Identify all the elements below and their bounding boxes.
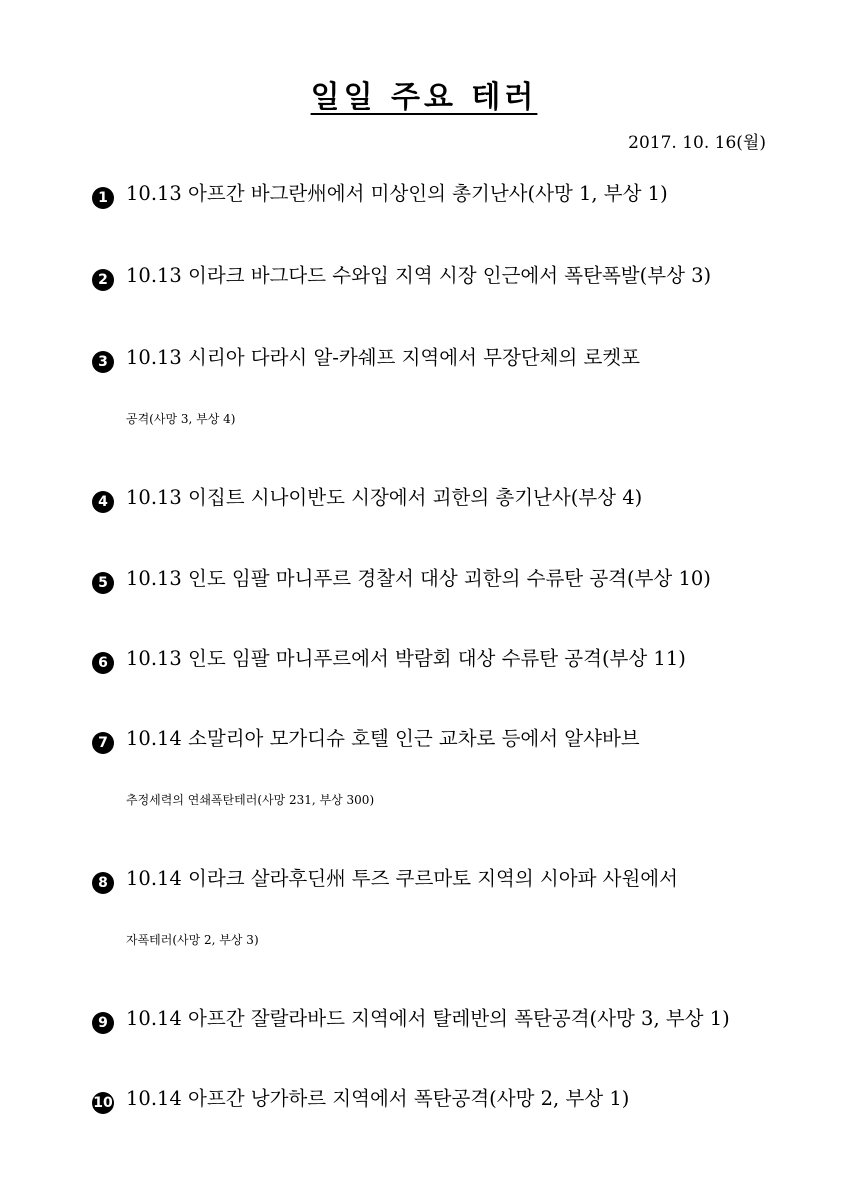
item-text: 10.13 시리아 다라시 알-카쉐프 지역에서 무장단체의 로켓포 (126, 346, 641, 369)
item-text: 10.13 이집트 시나이반도 시장에서 괴한의 총기난사(부상 4) (126, 486, 643, 509)
item-text: 10.13 아프간 바그란州에서 미상인의 총기난사(사망 1, 부상 1) (126, 182, 668, 205)
item-number-badge: 4 (92, 491, 114, 513)
item-text: 10.13 이라크 바그다드 수와입 지역 시장 인근에서 폭탄폭발(부상 3) (126, 264, 712, 287)
item-text-continued: 추정세력의 연쇄폭탄테러(사망 231, 부상 300) (126, 793, 375, 807)
item-text-continued: 자폭테러(사망 2, 부상 3) (126, 933, 259, 947)
item-text: 10.14 아프간 잘랄라바드 지역에서 탈레반의 폭탄공격(사망 3, 부상 1) (126, 1007, 730, 1030)
item-number-badge: 5 (92, 572, 114, 594)
item-text: 10.14 아프간 낭가하르 지역에서 폭탄공격(사망 2, 부상 1) (126, 1087, 630, 1110)
item-number-badge: 6 (92, 652, 114, 674)
item-number-badge: 10 (92, 1092, 114, 1114)
item-number-badge: 2 (92, 269, 114, 291)
item-number-badge: 8 (92, 872, 114, 894)
list-item (92, 346, 772, 431)
item-text: 10.14 소말리아 모가디슈 호텔 인근 교차로 등에서 알샤바브 (126, 727, 640, 750)
item-number-badge: 1 (92, 187, 114, 209)
list-item (92, 727, 772, 812)
item-number-badge: 7 (92, 732, 114, 754)
list-item (92, 867, 772, 952)
item-text: 10.14 이라크 살라후딘州 투즈 쿠르마토 지역의 시아파 사원에서 (126, 867, 678, 890)
item-text: 10.13 인도 임팔 마니푸르 경찰서 대상 괴한의 수류탄 공격(부상 10) (126, 567, 711, 590)
document-date: 2017. 10. 16(월) (628, 133, 766, 153)
item-text-continued: 공격(사망 3, 부상 4) (126, 412, 236, 426)
item-text: 10.13 인도 임팔 마니푸르에서 박람회 대상 수류탄 공격(부상 11) (126, 647, 686, 670)
list-item (92, 264, 772, 291)
list-item (92, 647, 772, 674)
list-item (92, 567, 772, 594)
item-number-badge: 9 (92, 1012, 114, 1034)
list-item (92, 1007, 772, 1034)
list-item (92, 182, 772, 209)
document-title: 일일 주요 테러 (310, 80, 538, 115)
list-item (92, 1087, 772, 1114)
item-number-badge: 3 (92, 351, 114, 373)
list-item (92, 486, 772, 513)
